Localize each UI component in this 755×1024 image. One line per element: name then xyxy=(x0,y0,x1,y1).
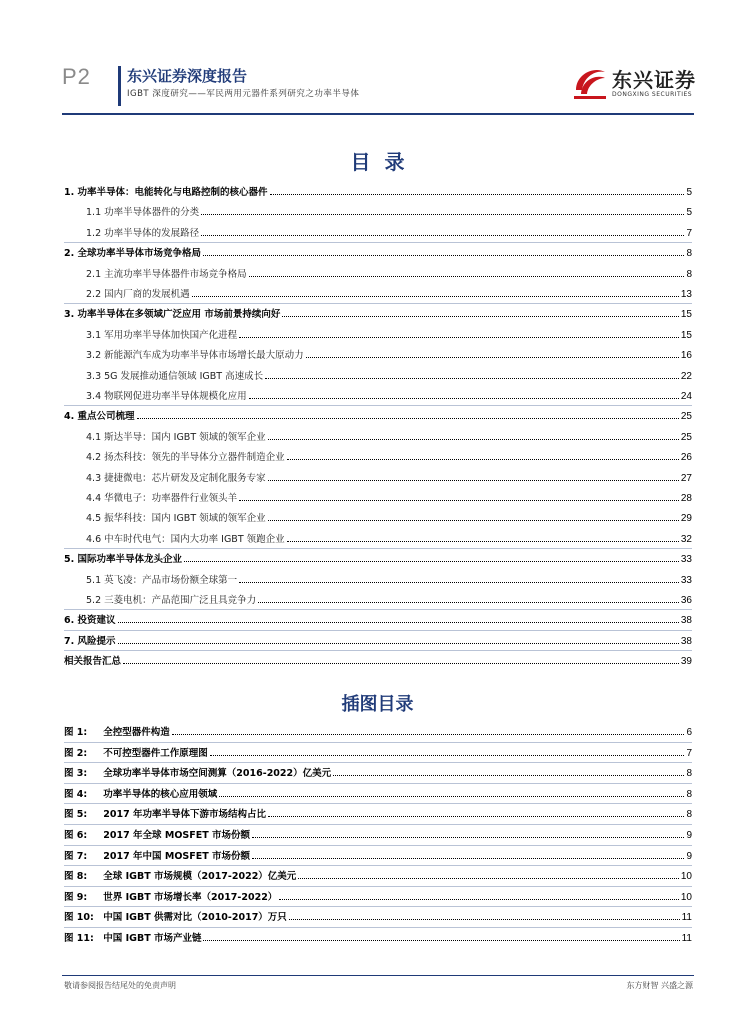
toc-entry[interactable] xyxy=(86,325,692,341)
dot-leader xyxy=(249,398,679,399)
toc-entry-page: 28 xyxy=(680,493,692,504)
footer-disclaimer[interactable]: 敬请参阅报告结尾处的免责声明 xyxy=(64,981,176,990)
toc-entry-label: 6. 投资建议 xyxy=(64,615,116,627)
toc-entry-label: 4.5 振华科技：国内 IGBT 领域的领军企业 xyxy=(86,513,266,525)
dot-leader xyxy=(239,582,679,583)
dot-leader xyxy=(118,622,679,623)
toc-entry-page: 38 xyxy=(680,635,692,647)
company-logo xyxy=(572,60,697,106)
toc-entry-label: 3.4 物联网促进功率半导体规模化应用 xyxy=(86,391,247,402)
figure-entry-label xyxy=(64,848,250,862)
figure-entry-label xyxy=(64,868,296,882)
toc-entry-page: 13 xyxy=(680,289,692,300)
toc-entry-page: 25 xyxy=(680,411,692,423)
toc-entry-label: 5.1 英飞凌：产品市场份额全球第一 xyxy=(86,574,238,586)
toc-entry[interactable] xyxy=(86,202,692,218)
toc-entry-label: 3.3 5G 发展推动通信领域 IGBT 高速成长 xyxy=(86,370,264,382)
figure-number: 图 4: xyxy=(64,788,88,800)
toc-entry[interactable] xyxy=(64,651,692,667)
toc-entry-label: 2. 全球功率半导体市场竞争格局 xyxy=(64,248,202,260)
figure-entry-label xyxy=(64,745,208,759)
toc-entry[interactable] xyxy=(64,182,692,198)
toc-entry[interactable] xyxy=(86,529,692,545)
dot-leader xyxy=(239,500,679,501)
figure-entry[interactable] xyxy=(64,866,692,882)
toc-entry[interactable] xyxy=(86,508,692,524)
toc-title: 目录 xyxy=(350,150,419,174)
dot-leader xyxy=(268,520,679,521)
figure-number: 图 6: xyxy=(64,830,88,841)
toc-entry-page: 27 xyxy=(680,472,692,484)
figure-number: 图 5: xyxy=(64,809,88,821)
toc-entry-label: 4.6 中车时代电气：国内大功率 IGBT 领跑企业 xyxy=(86,533,285,545)
toc-entry-page: 33 xyxy=(680,554,692,566)
toc-entry-label: 相关报告汇总 xyxy=(64,656,122,668)
toc-entry-page: 33 xyxy=(680,574,692,586)
figure-caption: 世界 IGBT 市场增长率（2017-2022） xyxy=(100,891,278,903)
dot-leader xyxy=(268,439,679,440)
toc-entry-label: 1.1 功率半导体器件的分类 xyxy=(86,207,200,219)
figure-number: 图 10: xyxy=(64,912,94,924)
figure-entry-label xyxy=(64,806,266,820)
figure-entry-page: 10 xyxy=(680,891,692,903)
figure-number: 图 8: xyxy=(64,871,88,883)
figure-index-title: 插图目录 xyxy=(341,694,414,715)
figure-entry-page: 6 xyxy=(686,727,692,738)
figure-entry[interactable] xyxy=(64,907,692,923)
dot-leader xyxy=(287,459,679,460)
toc-entry-label: 2.1 主流功率半导体器件市场竞争格局 xyxy=(86,268,247,280)
toc-entry-page: 5 xyxy=(686,207,692,219)
toc-entry-page: 24 xyxy=(680,391,692,402)
toc-entry[interactable] xyxy=(86,366,692,382)
dot-leader xyxy=(192,296,679,297)
figure-entry-label xyxy=(64,786,217,800)
toc-entry-page: 39 xyxy=(680,656,692,668)
toc-entry-label: 5.2 三菱电机：产品范围广泛且具竞争力 xyxy=(86,595,257,606)
page-number: P2 xyxy=(62,64,91,89)
toc-entry-label: 3.1 军用功率半导体加快国产化进程 xyxy=(86,329,238,341)
dot-leader xyxy=(184,561,679,562)
toc-entry[interactable] xyxy=(86,284,692,300)
toc-entry-page: 16 xyxy=(680,350,692,362)
dot-leader xyxy=(203,940,679,941)
dot-leader xyxy=(258,602,679,603)
figure-entry[interactable] xyxy=(64,846,692,862)
footer-slogan: 东方财智 兴盛之源 xyxy=(626,981,693,990)
figure-caption: 中国 IGBT 市场产业链 xyxy=(100,933,202,944)
toc-entry[interactable] xyxy=(86,590,692,606)
dot-leader xyxy=(282,316,679,317)
toc-entry-page: 15 xyxy=(680,309,692,321)
toc-entry-label: 2.2 国内厂商的发展机遇 xyxy=(86,289,190,300)
figure-entry[interactable] xyxy=(64,804,692,820)
toc-entry-page: 38 xyxy=(680,615,692,627)
figure-entry-page: 11 xyxy=(681,933,692,944)
dot-leader xyxy=(268,480,679,481)
toc-entry-label: 4.2 扬杰科技：领先的半导体分立器件制造企业 xyxy=(86,452,285,464)
dot-leader xyxy=(219,796,684,797)
figure-caption: 全球 IGBT 市场规模（2017-2022）亿美元 xyxy=(100,871,297,883)
figure-caption: 2017 年全球 MOSFET 市场份额 xyxy=(100,830,251,841)
figure-entry[interactable] xyxy=(64,743,692,759)
toc-entry[interactable] xyxy=(64,610,692,626)
figure-caption: 中国 IGBT 供需对比（2010-2017）万只 xyxy=(100,912,287,924)
figure-number: 图 9: xyxy=(64,891,88,903)
dot-leader xyxy=(333,775,684,776)
toc-entry[interactable] xyxy=(86,570,692,586)
figure-entry[interactable] xyxy=(64,784,692,800)
figure-entry[interactable] xyxy=(64,825,692,841)
figure-number: 图 7: xyxy=(64,850,88,862)
toc-entry-label: 1.2 功率半导体的发展路径 xyxy=(86,227,200,239)
toc-entry[interactable] xyxy=(86,447,692,463)
toc-entry[interactable] xyxy=(86,386,692,402)
figure-caption: 功率半导体的核心应用领域 xyxy=(100,788,218,800)
toc-entry-label: 4.4 华微电子：功率器件行业领头羊 xyxy=(86,493,238,504)
toc-entry-page: 22 xyxy=(680,370,692,382)
toc-entry[interactable] xyxy=(86,427,692,443)
report-title: 东兴证券深度报告 xyxy=(127,67,248,85)
toc-entry-page: 32 xyxy=(680,533,692,545)
figure-entry-label xyxy=(64,930,201,944)
toc-entry[interactable] xyxy=(64,243,692,259)
dot-leader xyxy=(201,214,684,215)
toc-entry[interactable] xyxy=(64,406,692,422)
figure-entry-label xyxy=(64,724,170,738)
header-divider xyxy=(62,113,694,115)
figure-entry-label xyxy=(64,909,287,923)
dot-leader xyxy=(270,194,685,195)
dot-leader xyxy=(249,276,685,277)
figure-caption: 全控型器件构造 xyxy=(100,727,170,738)
dot-leader xyxy=(252,858,684,859)
figure-entry[interactable] xyxy=(64,928,692,944)
footer-divider xyxy=(62,975,694,976)
dot-leader xyxy=(203,255,684,256)
toc-entry-label: 4. 重点公司梳理 xyxy=(64,411,135,423)
figure-entry-page: 7 xyxy=(686,747,692,759)
figure-caption: 2017 年功率半导体下游市场结构占比 xyxy=(100,809,267,821)
dot-leader xyxy=(201,235,684,236)
toc-entry-label: 5. 国际功率半导体龙头企业 xyxy=(64,554,183,566)
dot-leader xyxy=(137,418,679,419)
figure-entry-label xyxy=(64,889,277,903)
dot-leader xyxy=(118,643,679,644)
toc-entry[interactable] xyxy=(86,488,692,504)
toc-entry-label: 3.2 新能源汽车成为功率半导体市场增长最大原动力 xyxy=(86,350,304,362)
toc-entry-page: 8 xyxy=(686,268,692,280)
dot-leader xyxy=(172,734,685,735)
toc-entry-page: 25 xyxy=(680,431,692,443)
logo-name: 东兴证券 xyxy=(612,68,696,92)
figure-caption: 不可控型器件工作原理图 xyxy=(100,747,208,759)
toc-entry-page: 5 xyxy=(686,187,692,198)
dot-leader xyxy=(298,878,679,879)
figure-number: 图 11: xyxy=(64,933,94,944)
toc-entry-page: 29 xyxy=(680,513,692,525)
figure-entry-page: 9 xyxy=(686,830,692,841)
report-subtitle: IGBT 深度研究——军民两用元器件系列研究之功率半导体 xyxy=(127,89,360,99)
toc-entry-label: 3. 功率半导体在多领域广泛应用 市场前景持续向好 xyxy=(64,309,281,321)
figure-caption: 全球功率半导体市场空间测算（2016-2022）亿美元 xyxy=(100,768,332,780)
logo-emblem-icon xyxy=(572,62,608,102)
toc-entry-page: 8 xyxy=(686,248,692,260)
toc-entry-label: 7. 风险提示 xyxy=(64,635,116,647)
toc-entry-label: 4.3 捷捷微电：芯片研发及定制化服务专家 xyxy=(86,472,266,484)
toc-entry[interactable] xyxy=(64,304,692,320)
figure-entry-page: 8 xyxy=(686,809,692,821)
dot-leader xyxy=(239,337,679,338)
toc-entry[interactable] xyxy=(86,345,692,361)
dot-leader xyxy=(279,899,679,900)
toc-entry-page: 36 xyxy=(680,595,692,606)
toc-entry-page: 7 xyxy=(686,227,692,239)
toc-entry[interactable] xyxy=(64,631,692,647)
figure-number: 图 3: xyxy=(64,768,88,780)
dot-leader xyxy=(287,541,679,542)
toc-entry[interactable] xyxy=(86,223,692,239)
figure-entry-page: 9 xyxy=(686,850,692,862)
header-accent-bar xyxy=(118,66,121,106)
figure-entry[interactable] xyxy=(64,763,692,779)
figure-entry-label xyxy=(64,765,331,779)
figure-entry-page: 10 xyxy=(680,871,692,883)
dot-leader xyxy=(123,663,679,664)
logo-english-name: DONGXING SECURITIES xyxy=(612,91,693,98)
toc-entry-page: 26 xyxy=(680,452,692,464)
figure-entry-page: 8 xyxy=(686,768,692,780)
toc-entry-page: 15 xyxy=(680,329,692,341)
figure-caption: 2017 年中国 MOSFET 市场份额 xyxy=(100,850,251,862)
figure-number: 图 2: xyxy=(64,747,88,759)
dot-leader xyxy=(289,919,680,920)
figure-entry-page: 11 xyxy=(681,912,692,924)
dot-leader xyxy=(265,378,679,379)
toc-entry[interactable] xyxy=(86,264,692,280)
dot-leader xyxy=(252,837,684,838)
toc-entry-label: 4.1 斯达半导：国内 IGBT 领域的领军企业 xyxy=(86,431,266,443)
dot-leader xyxy=(306,357,679,358)
toc-entry-label: 1. 功率半导体：电能转化与电路控制的核心器件 xyxy=(64,187,268,198)
dot-leader xyxy=(210,755,685,756)
figure-entry-page: 8 xyxy=(686,788,692,800)
toc-entry[interactable] xyxy=(64,549,692,565)
figure-entry-label xyxy=(64,827,250,841)
dot-leader xyxy=(268,816,684,817)
toc-entry[interactable] xyxy=(86,468,692,484)
figure-entry[interactable] xyxy=(64,722,692,738)
figure-entry[interactable] xyxy=(64,887,692,903)
figure-number: 图 1: xyxy=(64,727,88,738)
